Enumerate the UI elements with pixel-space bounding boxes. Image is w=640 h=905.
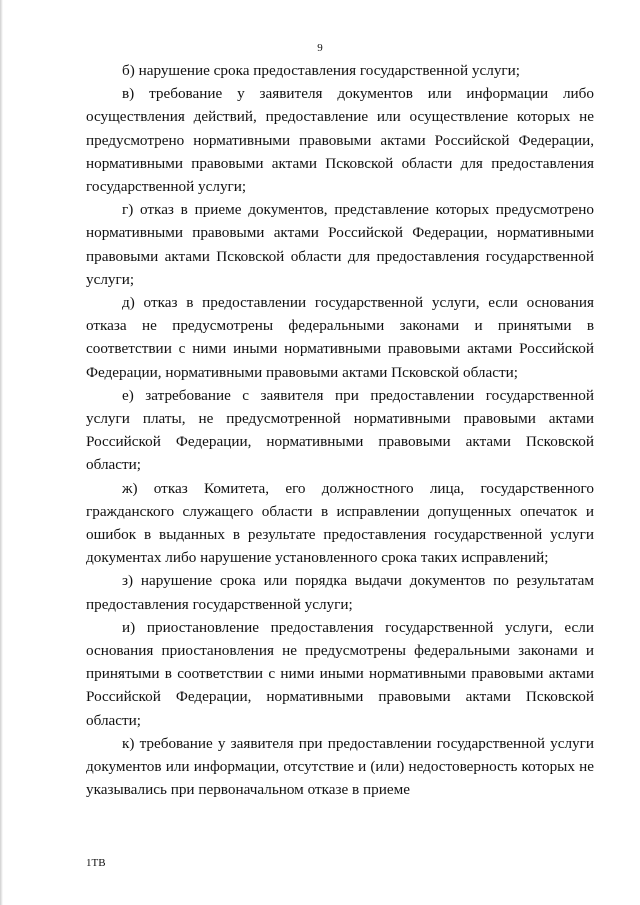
- paragraph-z: з) нарушение срока или порядка выдачи документов по результатам предоставления государственной услуги;: [86, 572, 594, 613]
- page-number: 9: [317, 42, 323, 54]
- document-body: [86, 59, 594, 802]
- footer-code: 1ТВ: [86, 857, 106, 869]
- paragraph-d: д) отказ в предоставлении государственной услуги, если основания отказа не предусмотрены федеральными законами и принятыми в соответствии с ними иными нормативными правовыми актами Российской Федерации, нормативными правовыми актами Псковской области;: [86, 294, 594, 381]
- scan-edge: [0, 0, 3, 905]
- paragraph-g: г) отказ в приеме документов, представление которых предусмотрено нормативными правовыми актами Российской Федерации, нормативными правовыми актами Псковской области для предоставления государственной услуги;: [86, 201, 594, 288]
- paragraph-i: и) приостановление предоставления государственной услуги, если основания приостановления не предусмотрены федеральными законами и принятыми в соответствии с ними иными нормативными правовыми актами Российской Федерации, нормативными правовыми актами Псковской области;: [86, 618, 594, 729]
- paragraph-zh: ж) отказ Комитета, его должностного лица, государственного гражданского служащего области в исправлении допущенных опечаток и ошибок в выданных в результате предоставления государственной услуги документах либо нарушение установленного срока таких исправлений;: [86, 479, 594, 567]
- paragraph-b: б) нарушение срока предоставления государственной услуги;: [122, 62, 520, 79]
- paragraph-k: к) требование у заявителя при предоставлении государственной услуги документов или информации, отсутствие и (или) недостоверность которых не указывались при первоначальном отказе в приеме: [86, 734, 594, 799]
- paragraph-e: е) затребование с заявителя при предоставлении государственной услуги платы, не предусмотренной нормативными правовыми актами Российской Федерации, нормативными правовыми актами Псковской области;: [86, 386, 594, 474]
- paragraph-v: в) требование у заявителя документов или информации либо осуществления действий, предоставление или осуществление которых не предусмотрено нормативными правовыми актами Российской Федерации, нормативными правовыми актами Псковской области для предоставления государственной услуги;: [86, 85, 594, 196]
